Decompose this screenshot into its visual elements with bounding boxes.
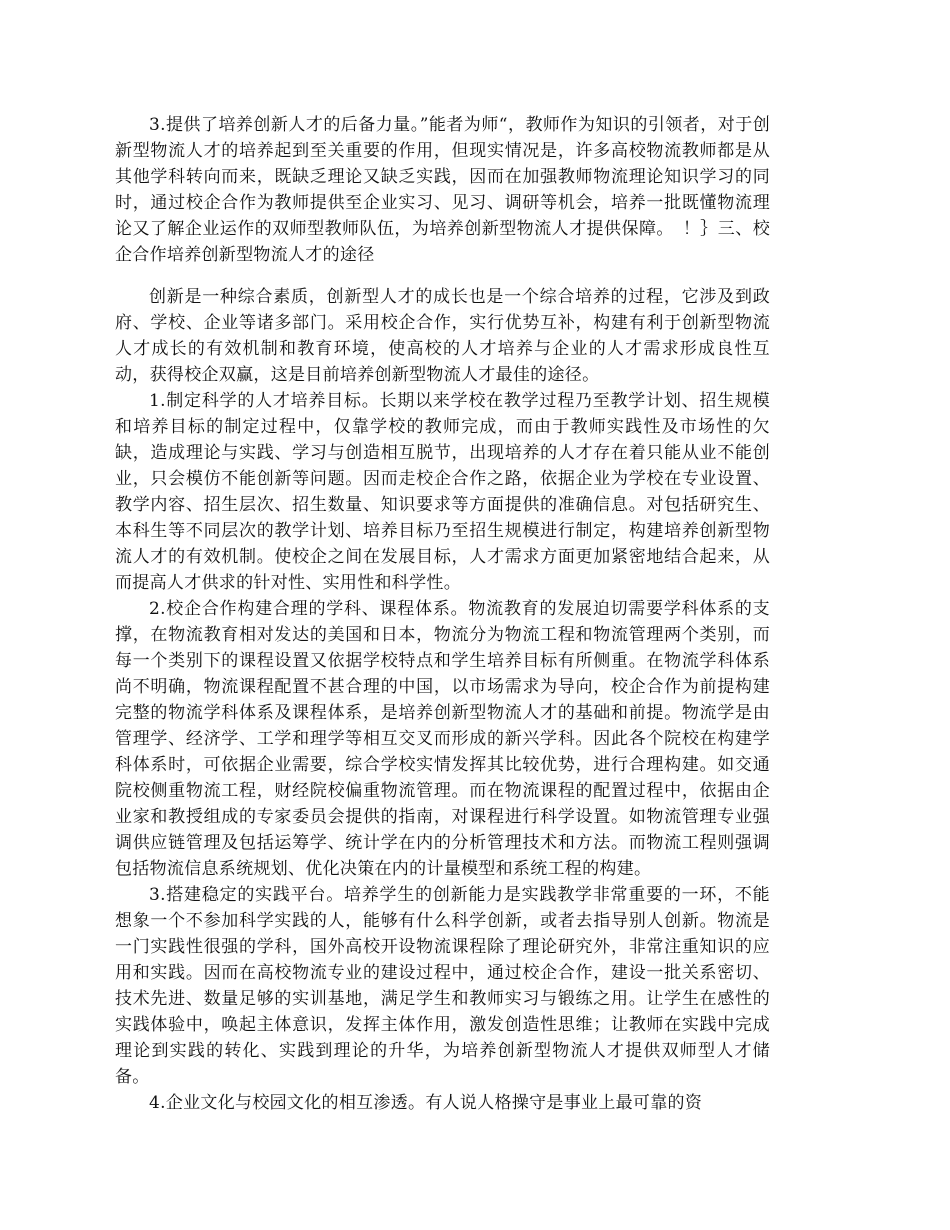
paragraph-training-reserve: 3.提供了培养创新人才的后备力量。”能者为师“，教师作为知识的引领者，对于创新型物流人才的培养起到至关重要的作用，但现实情况是，许多高校物流教师都是从其他学科转向而来，既缺乏理论又缺乏实践，因而在加强教师物流理论知识学习的同时，通过校企合作为教师提供至企业实习、见习、调研等机会，培养一批既懂物流理论又了解企业运作的双师型教师队伍，为培养创新型物流人才提供保障。 ！｝三、校企合作培养创新型物流人才的途径 xyxy=(115,115,770,265)
paragraph-training-goals: 1.制定科学的人才培养目标。长期以来学校在教学过程乃至教学计划、招生规模和培养目标的制定过程中，仅靠学校的教师完成，而由于教师实践性及市场性的欠缺，造成理论与实践、学习与创造相互脱节，出现培养的人才存在着只能从业不能创业，只会模仿不能创新等问题。因而走校企合作之路，依据企业为学校在专业设置、教学内容、招生层次、招生数量、知识要求等方面提供的准确信息。对包括研究生、本科生等不同层次的教学计划、培养目标乃至招生规模进行制定，构建培养创新型物流人才的有效机制。使校企之间在发展目标，人才需求方面更加紧密地结合起来，从而提高人才供求的针对性、实用性和科学性。 xyxy=(115,391,770,593)
paragraph-curriculum-system: 2.校企合作构建合理的学科、课程体系。物流教育的发展迫切需要学科体系的支撑，在物流教育相对发达的美国和日本，物流分为物流工程和物流管理两个类别，而每一个类别下的课程设置又依据学校特点和学生培养目标有所侧重。在物流学科体系尚不明确，物流课程配置不甚合理的中国，以市场需求为导向，校企合作为前提构建完整的物流学科体系及课程体系，是培养创新型物流人才的基础和前提。物流学是由管理学、经济学、工学和理学等相互交叉而形成的新兴学科。因此各个院校在构建学科体系时，可依据企业需要，综合学校实情发挥其比较优势，进行合理构建。如交通院校侧重物流工程，财经院校偏重物流管理。而在物流课程的配置过程中，依据由企业家和教授组成的专家委员会提供的指南，对课程进行科学设置。如物流管理专业强调供应链管理及包括运筹学、统计学在内的分析管理技术和方法。而物流工程则强调包括物流信息系统规划、优化决策在内的计量模型和系统工程的构建。 xyxy=(115,599,770,879)
text-block-top xyxy=(115,112,770,268)
paragraph-culture-integration: 4.企业文化与校园文化的相互渗透。有人说人格操守是事业上最可靠的资 xyxy=(149,1093,703,1113)
text-block-main xyxy=(115,284,770,1116)
paragraph-practice-platform: 3.搭建稳定的实践平台。培养学生的创新能力是实践教学非常重要的一环，不能想象一个不参加科学实践的人，能够有什么科学创新，或者去指导别人创新。物流是一门实践性很强的学科，国外高校开设物流课程除了理论研究外，非常注重知识的应用和实践。因而在高校物流专业的建设过程中，通过校企合作，建设一批关系密切、技术先进、数量足够的实训基地，满足学生和教师实习与锻练之用。让学生在感性的实践体验中，唤起主体意识，发挥主体作用，激发创造性思维；让教师在实践中完成理论到实践的转化、实践到理论的升华，为培养创新型物流人才提供双师型人才储备。 xyxy=(115,885,770,1087)
paragraph-innovation-intro: 创新是一种综合素质，创新型人才的成长也是一个综合培养的过程，它涉及到政府、学校、企业等诸多部门。采用校企合作，实行优势互补，构建有利于创新型物流人才成长的有效机制和教育环境，使高校的人才培养与企业的人才需求形成良性互动，获得校企双赢，这是目前培养创新型物流人才最佳的途径。 xyxy=(115,287,770,385)
